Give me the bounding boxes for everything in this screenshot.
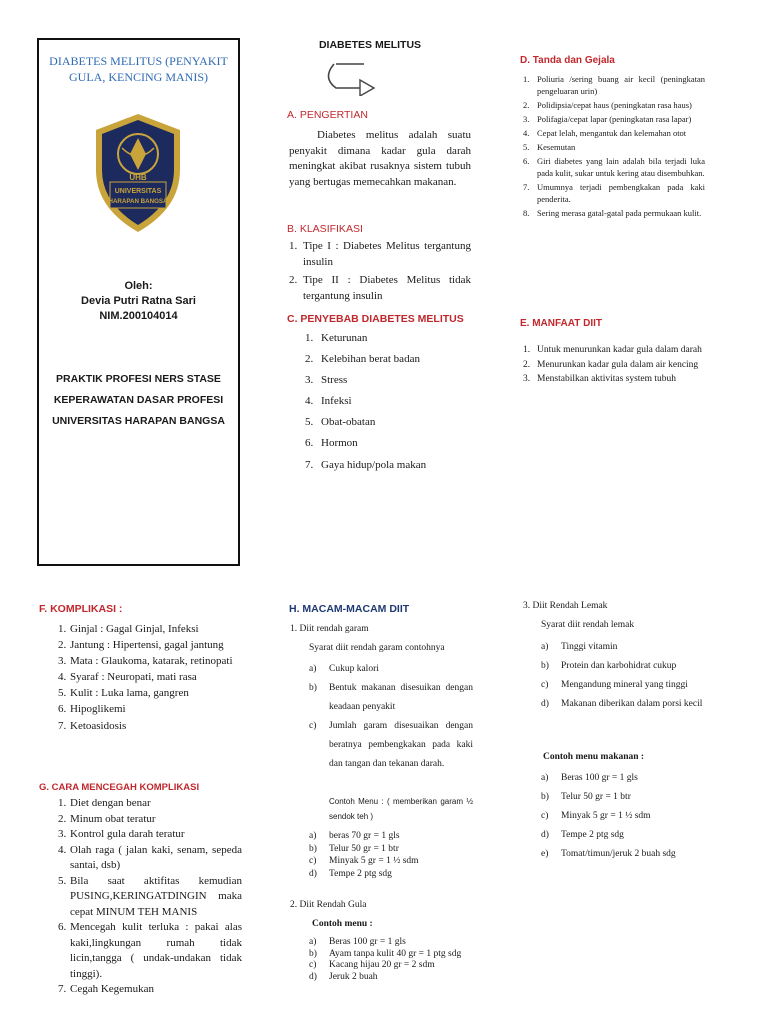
list-item-number: d): [309, 868, 317, 879]
list-item-text: beras 70 gr = 1 gls: [329, 831, 400, 841]
list-item-text: Olah raga ( jalan kaki, senam, sepeda santai, dsb): [70, 843, 242, 871]
list-item-text: Mengandung mineral yang tinggi: [561, 680, 688, 690]
list-item: [58, 686, 242, 702]
list-item-text: Sering merasa gatal-gatal pada permukaan kulit.: [537, 208, 702, 218]
list-item-text: Jumlah garam disesuaikan dengan beratnya pembengkakan pada kaki dan tangan dan tekanan darah.: [329, 721, 473, 769]
list-item-number: a): [309, 937, 317, 947]
logo-text-bottom: HARAPAN BANGSA: [108, 198, 168, 205]
list-item: [305, 415, 475, 431]
list-item-text: Keturunan: [321, 332, 368, 344]
list-item-text: Infeksi: [321, 395, 352, 408]
list-item-number: 1.: [305, 332, 314, 344]
list-item: [309, 868, 473, 881]
list-item-text: Poliuria /sering buang air kecil (peningkatan pengeluaran urin): [537, 74, 705, 96]
list-item-text: Jantung : Hipertensi, gagal jantung: [70, 639, 224, 652]
list-item-number: 3.: [523, 114, 530, 124]
list-item-text: Makanan diberikan dalam porsi kecil: [561, 699, 703, 709]
list-item: [58, 702, 242, 718]
list-item-number: 6.: [58, 703, 67, 716]
list-item-number: c): [309, 721, 317, 731]
list-item: [541, 769, 705, 788]
list-item-number: 2.: [305, 353, 314, 366]
list-item: [309, 949, 473, 961]
list-item-number: b): [309, 948, 317, 959]
cover-title: DIABETES MELITUS (PENYAKIT GULA, KENCING MANIS): [49, 54, 228, 84]
list-item-text: Diet dengan benar: [70, 797, 151, 809]
author-nim: NIM.200104014: [99, 310, 178, 322]
list-item-text: Minyak 5 gr = 1 ½ sdm: [561, 811, 651, 821]
list-item-number: b): [309, 843, 317, 854]
list-item-text: Kelebihan berat badan: [321, 353, 420, 366]
list-item-number: 2.: [58, 812, 67, 825]
cegah-heading: G. CARA MENCEGAH KOMPLIKASI: [39, 782, 200, 793]
list-item: [58, 638, 242, 654]
list-item-text: Minum obat teratur: [70, 812, 156, 825]
list-item-text: Tomat/timun/jeruk 2 buah sdg: [561, 849, 676, 859]
list-item-number: 1.: [289, 240, 298, 252]
list-item: [58, 654, 242, 670]
list-item-number: 4.: [58, 843, 67, 856]
list-item-text: Cegah Kegemukan: [70, 983, 154, 995]
list-item-number: 7.: [305, 458, 314, 471]
list-item-text: Protein dan karbohidrat cukup: [561, 661, 677, 671]
main-title: DIABETES MELITUS: [318, 39, 422, 51]
list-item-text: Kacang hijau 20 gr = 2 sdm: [329, 960, 435, 970]
list-item-text: Kulit : Luka lama, gangren: [70, 687, 189, 700]
komplikasi-heading: F. KOMPLIKASI :: [39, 603, 123, 615]
list-item-text: Untuk menurunkan kadar gula dalam darah: [537, 345, 702, 355]
list-item-number: b): [309, 683, 317, 693]
university-logo: [88, 108, 188, 238]
list-item-text: Ayam tanpa kulit 40 gr = 1 ptg sdg: [329, 948, 462, 959]
gula-menu-list: [309, 937, 473, 983]
klasifikasi-list: [289, 239, 471, 307]
diit-lemak-title: 3. Diit Rendah Lemak: [523, 601, 608, 611]
list-item: [58, 827, 242, 843]
curved-arrow-icon: [320, 60, 380, 96]
list-item: [309, 679, 473, 717]
lemak-menu-list: [541, 769, 705, 864]
diit-lemak-syarat: Syarat diit rendah lemak: [541, 620, 635, 630]
garam-menu-list: [309, 830, 473, 880]
list-item: [58, 982, 242, 998]
by-label: Oleh:: [124, 280, 153, 292]
list-item-number: 6.: [305, 437, 314, 450]
list-item-text: Ketoasidosis: [70, 719, 127, 732]
list-item-number: 1.: [523, 74, 530, 84]
list-item: [58, 670, 242, 686]
list-item-text: Umumnya terjadi pembengkakan pada kaki penderita.: [537, 182, 705, 204]
manfaat-heading: E. MANFAAT DIIT: [520, 318, 603, 329]
list-item: [309, 660, 473, 679]
list-item: [523, 181, 705, 205]
list-item: [541, 638, 705, 657]
list-item: [309, 972, 473, 984]
list-item: [309, 717, 473, 774]
list-item-number: 7.: [58, 719, 67, 732]
author-name: Devia Putri Ratna Sari: [81, 295, 196, 307]
komplikasi-list: [58, 622, 242, 735]
list-item-number: 5.: [305, 416, 314, 429]
list-item-number: 3.: [523, 374, 531, 384]
pengertian-text: Diabetes melitus adalah suatu penyakit dimana kadar gula darah meningkat akibat rusaknya sistem tubuh yang bertugas memecahkan makanan.: [289, 129, 471, 188]
list-item-number: a): [541, 773, 549, 783]
list-item-number: 3.: [305, 374, 314, 387]
tanda-list: [523, 73, 705, 221]
list-item-text: Minyak 5 gr = 1 ½ sdm: [329, 856, 419, 866]
list-item-number: d): [541, 830, 549, 840]
list-item-number: a): [541, 642, 549, 652]
list-item: [523, 127, 705, 139]
cegah-list: [58, 796, 242, 998]
list-item: [541, 826, 705, 845]
klasifikasi-heading: B. KLASIFIKASI: [287, 223, 363, 235]
diit-gula-title: 2. Diit Rendah Gula: [290, 900, 367, 910]
list-item: [523, 73, 705, 97]
list-item: [305, 458, 475, 474]
list-item: [309, 960, 473, 972]
list-item: [541, 676, 705, 695]
list-item: [541, 695, 705, 714]
list-item-number: 1.: [523, 345, 531, 355]
list-item-number: 4.: [523, 128, 530, 138]
author-block: [40, 279, 237, 324]
list-item-number: 2.: [523, 100, 530, 110]
list-item-number: 5.: [58, 687, 67, 700]
list-item: [289, 239, 471, 270]
list-item-number: 4.: [305, 395, 314, 408]
list-item: [523, 207, 705, 219]
list-item: [305, 436, 475, 452]
list-item: [58, 812, 242, 828]
list-item-number: 2.: [523, 359, 531, 370]
list-item-number: a): [309, 664, 317, 674]
list-item: [523, 141, 705, 153]
list-item-number: d): [309, 971, 317, 982]
list-item-text: Gaya hidup/pola makan: [321, 458, 427, 471]
list-item-text: Polifagia/cepat lapar (peningkatan rasa lapar): [537, 114, 692, 124]
list-item-number: a): [309, 831, 317, 841]
list-item-number: 8.: [523, 208, 530, 218]
list-item: [523, 373, 705, 386]
garam-contoh-menu: Contoh Menu : ( memberikan garam ½ sendok teh ): [329, 797, 473, 821]
list-item-number: b): [541, 792, 549, 802]
list-item-number: 5.: [523, 142, 530, 152]
list-item-text: Stress: [321, 374, 348, 387]
list-item: [541, 807, 705, 826]
list-item-number: c): [541, 811, 549, 821]
list-item-text: Polidipsia/cepat haus (peningkatan rasa haus): [537, 100, 692, 110]
list-item-number: 1.: [58, 623, 67, 635]
list-item-text: Kesemutan: [537, 142, 576, 152]
list-item-text: Ginjal : Gagal Ginjal, Infeksi: [70, 623, 199, 635]
list-item-text: Hipoglikemi: [70, 703, 126, 716]
list-item-number: 2.: [289, 274, 298, 286]
list-item: [58, 622, 242, 638]
list-item: [58, 719, 242, 735]
list-item-text: Giri diabetes yang lain adalah bila terjadi luka pada kulit, sukar untuk kering atau disembuhkan.: [537, 156, 705, 178]
list-item-number: b): [541, 661, 549, 671]
diit-garam-title: 1. Diit rendah garam: [290, 624, 369, 634]
list-item-text: Mencegah kulit terluka : pakai alas kaki,lingkungan rumah tidak licin,tangga ( undak-undakan tidak tinggi).: [70, 921, 242, 980]
macam-diit-heading: H. MACAM-MACAM DIIT: [289, 603, 410, 615]
list-item: [541, 657, 705, 676]
list-item-text: Telur 50 gr = 1 btr: [329, 843, 399, 854]
list-item-text: Syaraf : Neuropati, mati rasa: [70, 671, 197, 684]
lemak-syarat-list: [541, 638, 705, 714]
list-item-number: 7.: [523, 182, 530, 192]
list-item-text: Telur 50 gr = 1 btr: [561, 792, 631, 802]
list-item: [309, 855, 473, 868]
list-item-text: Obat-obatan: [321, 416, 376, 429]
list-item-text: Mata : Glaukoma, katarak, retinopati: [70, 655, 233, 668]
list-item: [58, 796, 242, 812]
list-item: [523, 155, 705, 179]
list-item-number: 4.: [58, 671, 67, 684]
gula-contoh-menu: Contoh menu :: [312, 919, 373, 929]
list-item-text: Cukup kalori: [329, 664, 379, 674]
list-item-text: Hormon: [321, 437, 358, 450]
garam-syarat-list: [309, 660, 473, 774]
list-item: [309, 937, 473, 949]
list-item-number: 5.: [58, 874, 67, 887]
list-item: [58, 874, 242, 921]
list-item-number: 6.: [58, 921, 67, 933]
list-item: [523, 344, 705, 357]
list-item-number: c): [309, 856, 317, 866]
list-item-number: 1.: [58, 797, 67, 809]
logo-text-mid: UNIVERSITAS: [114, 188, 162, 195]
list-item-number: 2.: [58, 639, 67, 652]
list-item: [523, 359, 705, 372]
manfaat-list: [523, 344, 705, 388]
diit-garam-syarat: Syarat diit rendah garam contohnya: [309, 643, 445, 653]
institution-text: PRAKTIK PROFESI NERS STASE KEPERAWATAN DASAR PROFESI UNIVERSITAS HARAPAN BANGSA: [52, 373, 225, 427]
penyebab-heading: C. PENYEBAB DIABETES MELITUS: [287, 313, 464, 325]
list-item-text: Cepat lelah, mengantuk dan kelemahan otot: [537, 128, 687, 138]
list-item-text: Menstabilkan aktivitas system tubuh: [537, 374, 677, 384]
list-item-number: 3.: [58, 828, 67, 840]
list-item: [523, 113, 705, 125]
list-item-text: Bila saat aktifitas kemudian PUSING,KERINGATDINGIN maka cepat MINUM TEH MANIS: [70, 874, 242, 918]
list-item-number: c): [309, 960, 317, 970]
list-item: [58, 843, 242, 874]
list-item: [58, 920, 242, 982]
list-item: [309, 843, 473, 856]
logo-text-top: UHB: [129, 173, 147, 182]
list-item: [305, 373, 475, 389]
lemak-contoh-menu: Contoh menu makanan :: [543, 752, 645, 762]
list-item: [289, 273, 471, 304]
list-item: [541, 845, 705, 864]
list-item-text: Tipe I : Diabetes Melitus tergantung insulin: [303, 240, 471, 268]
list-item-text: Menurunkan kadar gula dalam air kencing: [537, 359, 699, 370]
list-item-text: Tinggi vitamin: [561, 642, 618, 652]
list-item-text: Tipe II : Diabetes Melitus tidak tergantung insulin: [303, 274, 471, 302]
list-item-text: Beras 100 gr = 1 gls: [329, 937, 406, 947]
list-item-number: 7.: [58, 983, 67, 995]
list-item: [305, 331, 475, 347]
list-item: [305, 394, 475, 410]
list-item-text: Kontrol gula darah teratur: [70, 828, 185, 840]
list-item-number: 6.: [523, 156, 530, 166]
list-item-number: 3.: [58, 655, 67, 668]
list-item-text: Beras 100 gr = 1 gls: [561, 773, 638, 783]
pengertian-heading: A. PENGERTIAN: [287, 109, 368, 121]
list-item: [305, 352, 475, 368]
list-item-number: e): [541, 849, 549, 859]
list-item: [523, 99, 705, 111]
list-item-text: Jeruk 2 buah: [329, 971, 378, 982]
tanda-heading: D. Tanda dan Gejala: [520, 55, 615, 66]
list-item-text: Bentuk makanan disesuikan dengan keadaan penyakit: [329, 683, 473, 712]
list-item-number: d): [541, 699, 549, 709]
list-item-text: Tempe 2 ptg sdg: [329, 868, 392, 879]
list-item-text: Tempe 2 ptg sdg: [561, 830, 624, 840]
penyebab-list: [305, 331, 475, 479]
list-item: [541, 788, 705, 807]
list-item-number: c): [541, 680, 549, 690]
list-item: [309, 830, 473, 843]
